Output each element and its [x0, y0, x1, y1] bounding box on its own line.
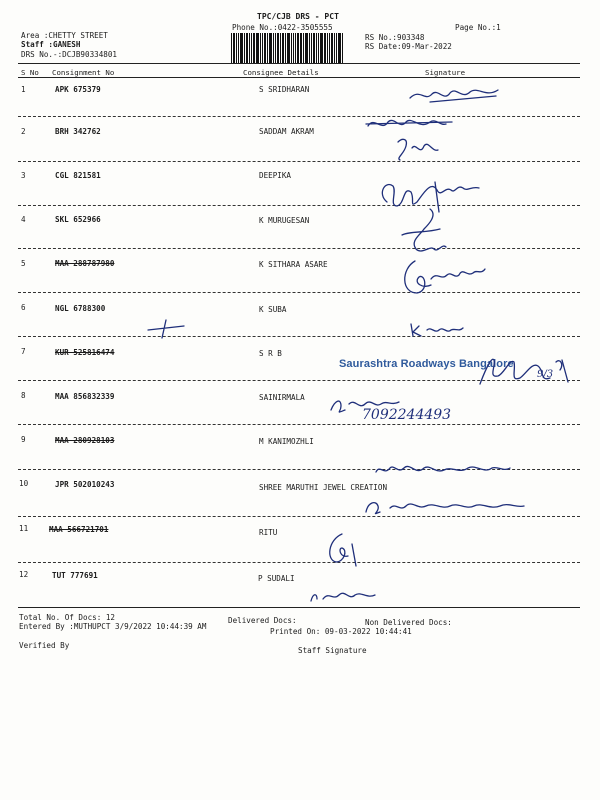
verified-by: Verified By — [19, 641, 70, 650]
row-consignee: DEEPIKA — [259, 171, 292, 180]
row-consignment: APK 675379 — [55, 85, 101, 94]
barcode-bar — [231, 33, 232, 63]
row-divider — [18, 292, 580, 293]
col-consignment-header: Consignment No — [52, 68, 115, 77]
row-divider — [18, 336, 580, 337]
barcode-bar — [297, 33, 299, 63]
row-sno: 6 — [21, 303, 26, 312]
barcode-bar — [260, 33, 261, 63]
row-consignment: MAA 288787980 — [55, 259, 115, 268]
row-divider — [18, 205, 580, 206]
barcode-bar — [246, 33, 248, 63]
barcode-bar — [251, 33, 252, 63]
barcode-bar — [305, 33, 308, 63]
row-consignment: MAA 280928103 — [55, 436, 115, 445]
row-divider — [18, 161, 580, 162]
signature-row-4 — [390, 205, 460, 260]
signature-row-12 — [305, 585, 385, 607]
signature-row-7 — [470, 348, 580, 393]
barcode-bar — [280, 33, 281, 63]
barcode-bar — [269, 33, 272, 63]
entered-by: Entered By :MUTHUPCT 3/9/2022 10:44:39 AM — [19, 622, 207, 631]
row-divider — [18, 424, 580, 425]
row-consignment: NGL 6788300 — [55, 304, 106, 313]
row-sno: 8 — [21, 391, 26, 400]
row-consignee: K SUBA — [259, 305, 287, 314]
barcode-bar — [316, 33, 317, 63]
barcode-bar — [256, 33, 259, 63]
barcode-bar — [236, 33, 237, 63]
table-bottom-rule — [18, 607, 580, 608]
barcode-bar — [244, 33, 245, 63]
signature-row-6 — [405, 320, 465, 340]
signature-row-10 — [360, 494, 530, 519]
barcode-bar — [338, 33, 341, 63]
staff-signature-label: Staff Signature — [298, 646, 367, 655]
non-delivered-docs: Non Delivered Docs: — [365, 618, 452, 627]
row-consignee: P SUDALI — [258, 574, 295, 583]
barcode-bar — [318, 33, 319, 63]
row-sno: 5 — [21, 259, 26, 268]
drs-number: DRS No.-:DCJB90334801 — [21, 50, 118, 59]
signature-row-11 — [318, 530, 368, 570]
signature-row-1 — [400, 80, 510, 110]
printed-on: Printed On: 09-03-2022 10:44:41 — [270, 627, 412, 636]
row-consignee: S SRIDHARAN — [259, 85, 310, 94]
barcode-bar — [311, 33, 312, 63]
document-title: TPC/CJB DRS - PCT — [257, 12, 339, 21]
row-sno: 7 — [21, 347, 26, 356]
barcode-bar — [336, 33, 337, 63]
row-consignee: SAINIRMALA — [259, 393, 305, 402]
barcode-bar — [282, 33, 284, 63]
row-sno: 3 — [21, 171, 26, 180]
row-sno: 2 — [21, 127, 26, 136]
barcode-bar — [334, 33, 335, 63]
area-label: Area :CHETTY STREET — [21, 31, 108, 40]
row-sno: 9 — [21, 435, 26, 444]
header-rule-bottom — [18, 77, 580, 78]
barcode-bar — [233, 33, 235, 63]
barcode-bar — [309, 33, 310, 63]
phone-number: Phone No.:0422-3505555 — [232, 23, 333, 32]
row-consignee: K SITHARA ASARE — [259, 260, 328, 269]
header-rule — [18, 63, 580, 64]
barcode-bar — [303, 33, 304, 63]
row-consignee: RITU — [259, 528, 278, 537]
col-consignee-header: Consignee Details — [243, 68, 319, 77]
row-divider — [18, 116, 580, 117]
handwritten-phone: 7092244493 — [362, 407, 452, 423]
barcode-bar — [300, 33, 302, 63]
barcode-bar — [238, 33, 239, 63]
barcode-bar — [273, 33, 274, 63]
row-consignment: JPR 502010243 — [55, 480, 115, 489]
row-consignee: M KANIMOZHLI — [259, 437, 314, 446]
barcode-bar — [285, 33, 286, 63]
barcode-bar — [287, 33, 290, 63]
row-consignee: K MURUGESAN — [259, 216, 310, 225]
barcode-bar — [291, 33, 292, 63]
row-consignment: MAA 856832339 — [55, 392, 115, 401]
row-divider — [18, 562, 580, 563]
barcode-bar — [331, 33, 333, 63]
barcode-bar — [267, 33, 268, 63]
staff-label: Staff :GANESH — [21, 40, 81, 49]
barcode-bar — [277, 33, 279, 63]
barcode-bar — [329, 33, 330, 63]
row-sno: 12 — [19, 570, 29, 579]
barcode-bar — [275, 33, 276, 63]
row-sno: 1 — [21, 85, 26, 94]
barcode-bar — [342, 33, 343, 63]
company-stamp: Saurashtra Roadways Bangalore — [339, 358, 514, 370]
row-consignee: S R B — [259, 349, 282, 358]
row-consignment: TUT 777691 — [52, 571, 98, 580]
barcode-bar — [293, 33, 294, 63]
col-signature-header: Signature — [425, 68, 466, 77]
row-sno: 11 — [19, 524, 29, 533]
barcode-bar — [249, 33, 250, 63]
handwritten-date: 9/3 — [537, 369, 554, 380]
col-sno-header: S No — [21, 68, 39, 77]
row-consignment: MAA 566721701 — [49, 525, 109, 534]
barcode-bar — [327, 33, 328, 63]
row-consignment: CGL 821581 — [55, 171, 101, 180]
barcode-bar — [324, 33, 326, 63]
barcode-bar — [295, 33, 296, 63]
rs-number: RS No.:903348 — [365, 33, 425, 42]
barcode-bar — [313, 33, 315, 63]
row-consignee: SADDAM AKRAM — [259, 127, 314, 136]
barcode-bar — [240, 33, 243, 63]
total-docs: Total No. Of Docs: 12 — [19, 613, 116, 622]
barcode-bar — [320, 33, 323, 63]
page-number: Page No.:1 — [455, 23, 501, 32]
signature-row-9 — [368, 458, 518, 483]
handwritten-mark — [140, 316, 190, 341]
row-consignment: KUR 525816474 — [55, 348, 115, 357]
row-consignment: SKL 652966 — [55, 215, 101, 224]
row-consignee: SHREE MARUTHI JEWEL CREATION — [259, 483, 388, 492]
row-sno: 4 — [21, 215, 26, 224]
barcode-image — [231, 33, 356, 63]
signature-row-5 — [395, 255, 490, 300]
barcode-bar — [264, 33, 266, 63]
row-divider — [18, 248, 580, 249]
delivered-docs: Delivered Docs: — [228, 616, 297, 625]
row-sno: 10 — [19, 479, 29, 488]
barcode-bar — [253, 33, 255, 63]
rs-date: RS Date:09-Mar-2022 — [365, 42, 452, 51]
signature-row-2 — [360, 112, 460, 172]
barcode-bar — [262, 33, 263, 63]
row-consignment: BRH 342762 — [55, 127, 101, 136]
